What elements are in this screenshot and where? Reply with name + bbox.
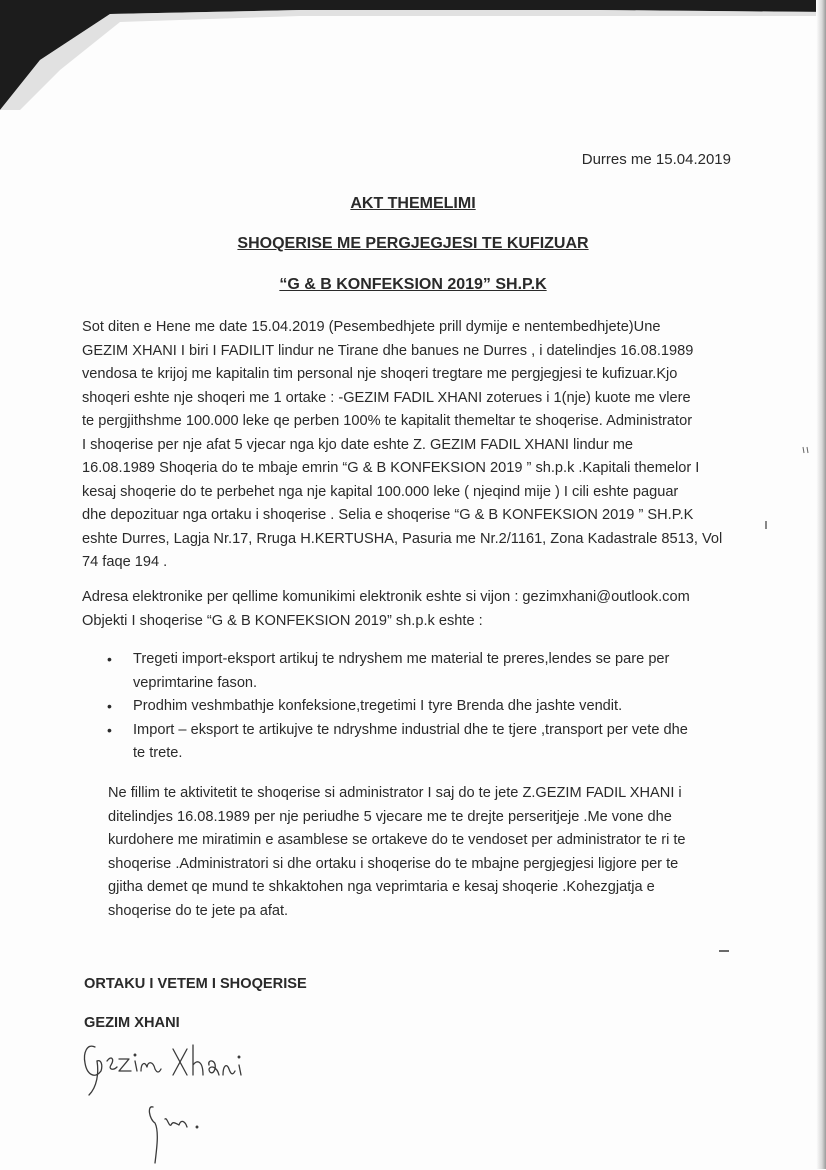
text-line: ditelindjes 16.08.1989 per nje periudhe 5 vjecare me te drejte perseritjeje .Me vone dhe <box>108 808 672 825</box>
scan-shadow-right <box>816 0 826 1169</box>
text-line: dhe depozituar nga ortaku i shoqerise . Selia e shoqerise “G & B KONFEKSION 2019 ” SH.P.K <box>82 507 694 523</box>
scan-speck <box>801 445 811 455</box>
document-title: AKT THEMELIMI <box>350 195 476 212</box>
text-line: gjitha demet qe mund te shkaktohen nga veprimtaria e kesaj shoqerie .Kohezgjatja e <box>108 879 655 895</box>
contact-paragraph <box>82 586 742 633</box>
text-line: veprimtarine fason. <box>133 674 258 691</box>
bullet-icon: • <box>107 698 112 714</box>
bullet-icon: • <box>107 721 112 738</box>
list-item <box>104 719 744 766</box>
scan-speck <box>763 520 769 530</box>
text-line: I shoqerise per nje afat 5 vjecar nga kjo date eshte Z. GEZIM FADIL XHANI lindur me <box>82 436 634 453</box>
text-line: te pergjithshme 100.000 leke qe perben 100% te kapitalit themeltar te shoqerise. Administrator <box>82 413 693 429</box>
document-subtitle: SHOQERISE ME PERGJEGJESI TE KUFIZUAR <box>237 235 589 252</box>
text-line: GEZIM XHANI I biri I FADILIT lindur ne Tirane dhe banues ne Durres , i datelindjes 16.08.1989 <box>82 342 694 359</box>
document-date: Durres me 15.04.2019 <box>581 151 731 168</box>
text-line: Adresa elektronike per qellime komunikimi elektronik eshte si vijon : gezimxhani@outlook.com <box>82 589 690 605</box>
text-line: vendosa te krijoj me kapitalin tim personal nje shoqeri tregtare me pergjegjesi te kufizuar.Kjo <box>82 366 678 382</box>
text-line: Import – eksport te artikujve te ndryshme industrial dhe te tjere ,transport per vete dhe <box>133 721 688 738</box>
text-line: te trete. <box>133 745 183 761</box>
signatory-name: GEZIM XHANI <box>84 1015 180 1031</box>
text-line: shoqerise .Administratori si dhe ortaku i shoqerise do te mbajne pergjegjesi ligjore per te <box>108 855 679 872</box>
text-line: shoqerise do te jete pa afat. <box>108 902 289 919</box>
text-line: Objekti I shoqerise “G & B KONFEKSION 2019” sh.p.k eshte : <box>82 612 483 629</box>
company-name-title: “G & B KONFEKSION 2019” SH.P.K <box>279 276 547 293</box>
text-line: eshte Durres, Lagja Nr.17, Rruga H.KERTUSHA, Pasuria me Nr.2/1161, Zona Kadastrale 8513, Vol <box>82 530 723 547</box>
list-item <box>104 648 744 695</box>
text-line: kesaj shoqerie do te perbehet nga nje kapital 100.000 leke ( njeqind mije ) I cili eshte paguar <box>82 483 679 500</box>
signatory-role: ORTAKU I VETEM I SHOQERISE <box>84 976 307 992</box>
administration-paragraph <box>108 782 740 923</box>
text-line: Tregeti import-eksport artikuj te ndryshem me material te preres,lendes se pare per <box>133 651 670 667</box>
text-line: 16.08.1989 Shoqeria do te mbaje emrin “G & B KONFEKSION 2019 ” sh.p.k .Kapitali themelor I <box>82 460 700 476</box>
text-line: Sot diten e Hene me date 15.04.2019 (Pesembedhjete prill dymije e nentembedhjete)Une <box>82 319 661 335</box>
text-line: kurdohere me miratimin e asamblese se ortakeve do te vendoset per administrator te ri te <box>108 832 686 848</box>
text-line: 74 faqe 194 . <box>82 554 168 570</box>
founding-paragraph <box>82 316 742 575</box>
scan-shadow-top <box>0 0 826 110</box>
text-line: Ne fillim te aktivitetit te shoqerise si administrator I saj do te jete Z.GEZIM FADIL XHANI i <box>108 785 682 801</box>
bullet-icon: • <box>107 651 112 667</box>
scan-speck <box>718 948 730 954</box>
list-item <box>104 695 744 719</box>
text-line: shoqeri eshte nje shoqeri me 1 ortake : -GEZIM FADIL XHANI zoterues i 1(nje) kuote me vlere <box>82 389 691 406</box>
business-objects-list <box>104 648 744 766</box>
text-line: Prodhim veshmbathje konfeksione,tregetimi I tyre Brenda dhe jashte vendit. <box>133 698 623 714</box>
handwritten-signature <box>75 1035 255 1170</box>
